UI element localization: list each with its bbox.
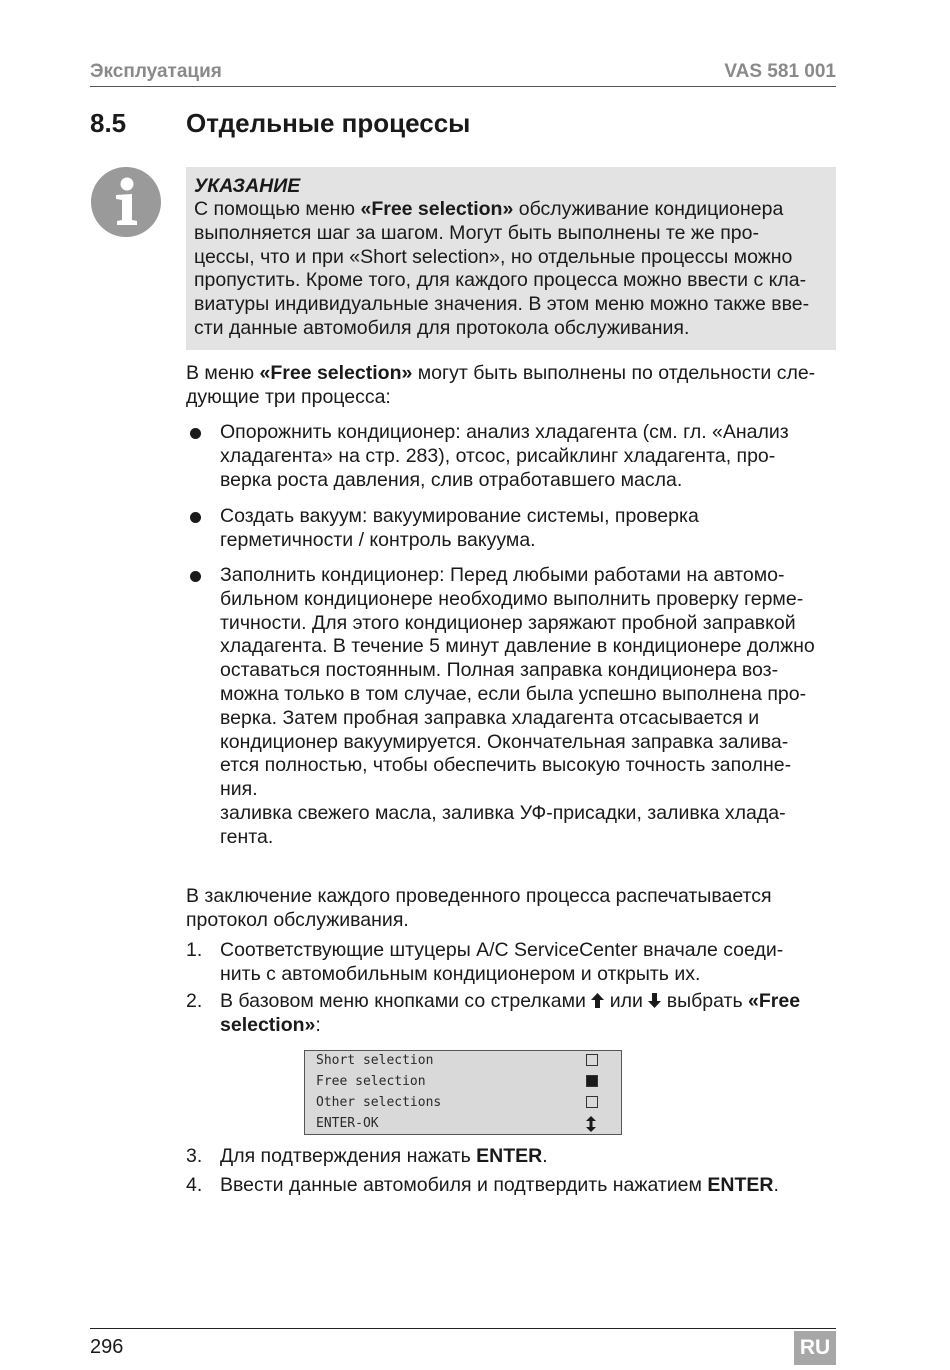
step-text: : [315,1013,321,1036]
list-item-line: Заполнить кондиционер: Перед любыми работами на автомо- [220,564,785,586]
list-item-line: тичности. Для этого кондиционер заряжают пробной заправкой [220,611,796,634]
intro-text: могут быть выполнены по отдельности сле- [412,362,816,384]
display-row-label: Short selection [316,1053,434,1068]
step-key-name: ENTER [707,1174,774,1196]
list-item-line: оставаться постоянным. Полная заправка кондиционера воз- [220,659,779,682]
note-line: цессы, что и при «Short selection», но отдельные процессы можно [194,245,793,268]
step-item [186,1145,836,1169]
step-text: . [773,1174,779,1196]
device-display [304,1050,622,1135]
conclusion-paragraph [186,885,836,933]
step-menu-name: «Free [748,990,801,1012]
page-number: 296 [90,1336,124,1358]
list-item-line: гента. [220,825,274,848]
note-line [194,198,828,222]
up-down-arrow-icon [585,1116,597,1132]
note-text: обслуживание кондиционера [513,198,784,220]
step-item [186,1174,836,1198]
note-box [186,167,836,350]
step-text: В базовом меню кнопками со стрелками [220,990,592,1012]
header-chapter: Эксплуатация [90,61,222,82]
intro-text: дующие три процесса: [186,385,391,408]
list-item [186,421,836,492]
section-number: 8.5 [90,108,127,138]
display-row-label: ENTER-OK [316,1116,379,1131]
bullet-dot [190,512,201,523]
step-text: нить с автомобильным кондиционером и открыть их. [220,962,701,985]
step-menu-name: selection» [220,1013,316,1036]
list-item-line: ется полностью, чтобы обеспечить высокую точность заполне- [220,754,792,777]
list-item-line: верка. Затем пробная заправка хладагента отсасывается и [220,706,760,729]
step-text: выбрать [661,990,749,1012]
conclusion-text: В заключение каждого проведенного процесса распечатывается [186,885,772,907]
step-number: 1. [186,939,203,961]
note-line: виатуры индивидуальные значения. В этом меню можно также вве- [194,293,810,316]
step-number: 3. [186,1145,203,1167]
display-row-label: Other selections [316,1095,442,1110]
step-text: Ввести данные автомобиля и подтвердить нажатием [220,1174,708,1196]
list-item-line: кондиционер вакуумируется. Окончательная заправка залива- [220,730,789,753]
note-menu-name: «Free selection» [360,198,514,220]
list-item-line: верка роста давления, слив отработавшего масла. [220,468,683,491]
display-row [316,1114,606,1134]
list-item [186,564,836,850]
intro-menu-name: «Free selection» [259,362,413,384]
section-title: Отдельные процессы [186,108,471,138]
display-row [316,1093,606,1113]
language-badge: RU [794,1331,836,1365]
list-item [186,505,836,553]
note-title: УКАЗАНИЕ [194,175,301,197]
section-heading [90,108,470,139]
checkbox-filled-icon [586,1075,598,1087]
info-icon [91,167,161,237]
page-header [90,58,836,87]
arrow-down-icon [648,993,661,1008]
header-model: VAS 581 001 [724,61,836,82]
step-number: 4. [186,1174,203,1196]
list-item-line: Создать вакуум: вакуумирование системы, проверка [220,505,699,527]
step-number: 2. [186,990,203,1012]
intro-paragraph [186,362,836,410]
intro-text: В меню [186,362,260,384]
step-text: Соответствующие штуцеры A/C ServiceCenter вначале соеди- [220,939,784,961]
step-text: или [604,990,649,1012]
list-item-line: герметичности / контроль вакуума. [220,528,536,551]
step-key-name: ENTER [476,1145,543,1167]
arrow-up-icon [591,993,604,1008]
display-row-label: Free selection [316,1074,426,1089]
note-text: С помощью меню [194,198,361,220]
step-text: Для подтверждения нажать [220,1145,477,1167]
list-item-line: заливка свежего масла, заливка УФ-присадки, заливка хлада- [220,801,786,824]
conclusion-text: протокол обслуживания. [186,908,409,931]
list-item-line: бильном кондиционере необходимо выполнить проверку герме- [220,587,804,610]
bullet-dot [190,428,201,439]
list-item-line: можна только в том случае, если была успешно выполнена про- [220,682,807,705]
page-footer [90,1328,836,1359]
step-item [186,939,836,987]
note-line: пропустить. Кроме того, для каждого процесса можно ввести с кла- [194,269,807,292]
list-item-line: хладагента» на стр. 283), отсос, рисайклинг хладагента, про- [220,444,776,467]
display-row [316,1051,606,1071]
step-text: . [542,1145,548,1167]
note-line: выполняется шаг за шагом. Могут быть выполнены те же про- [194,221,759,244]
bullet-dot [190,571,201,582]
list-item-line: хладагента. В течение 5 минут давление в кондиционере должно [220,635,815,658]
checkbox-empty-icon [586,1054,598,1066]
checkbox-empty-icon [586,1096,598,1108]
list-item-line: ния. [220,778,258,801]
display-row [316,1072,606,1092]
step-item [186,990,836,1038]
list-item-line: Опорожнить кондиционер: анализ хладагента (см. гл. «Анализ [220,421,789,443]
note-line: сти данные автомобиля для протокола обслуживания. [194,316,690,339]
